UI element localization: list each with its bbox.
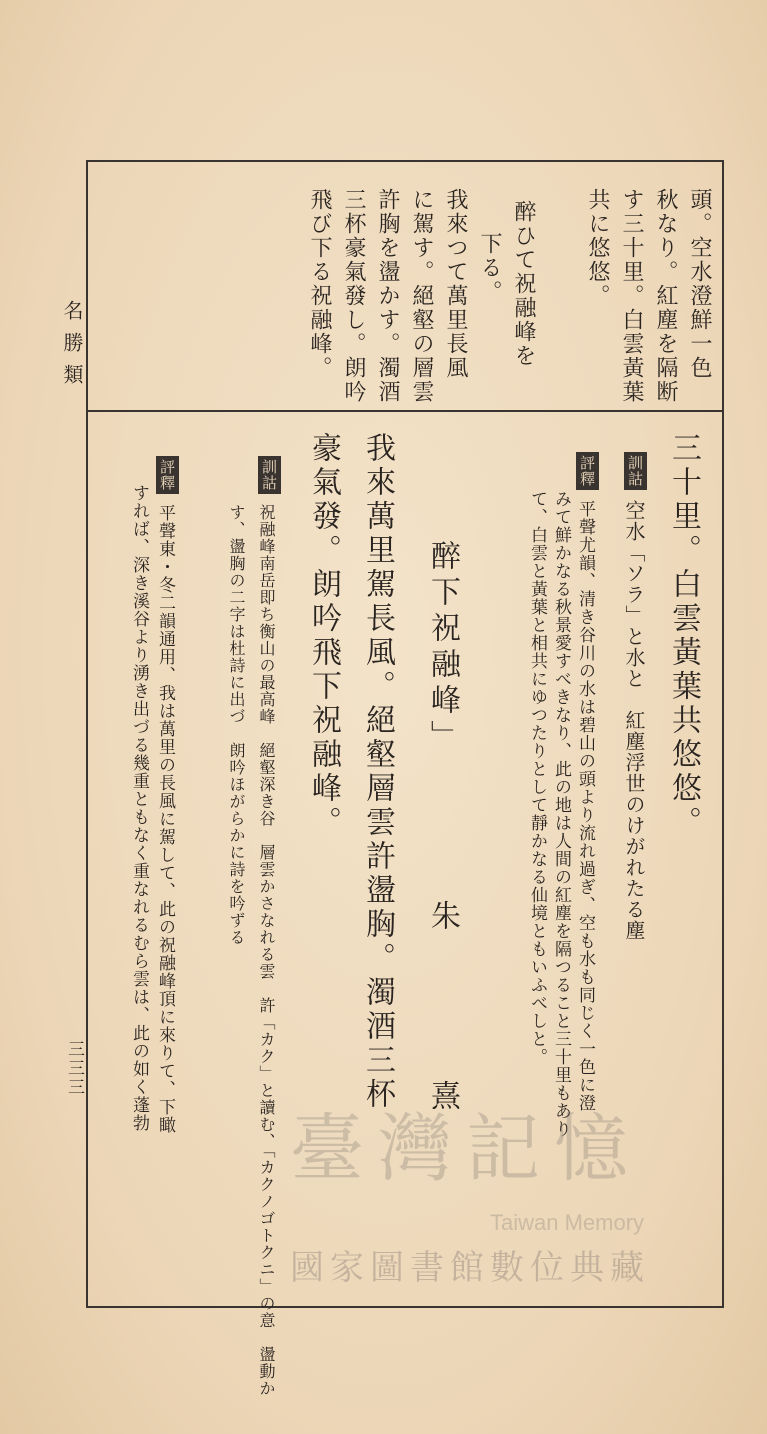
hyoshaku-line: みて鮮かなる秋景愛すべきなり、此の地は人間の紅塵を隔つること三十里もあり (551, 490, 571, 1138)
upper-column: 頭。空水澄鮮一色 (687, 188, 712, 380)
watermark-library: 國家圖書館數位典藏 (290, 1248, 650, 1288)
kunko-block (624, 452, 647, 496)
upper-column: 飛び下る祝融峰。 (307, 188, 332, 380)
kunko-tag: 訓詁 (624, 452, 647, 490)
page-number: 三三三 (64, 1040, 84, 1097)
kunko-line: 祝融峰南岳即ち衡山の最高峰 絕壑深き谷 層雲かさなれる雲 許「カク」と讀む、「カクノゴトクニ」の意 盪動か (257, 504, 276, 1397)
upper-column: 秋なり。紅塵を隔断 (653, 188, 678, 404)
kunko-block (258, 456, 281, 500)
kunko-text: 空水「ソラ」と水と 紅塵浮世のけがれたる塵 (622, 500, 646, 941)
watermark-english: Taiwan Memory (490, 1210, 645, 1235)
kunko-line: す、盪胸の二字は杜詩に出づ 朗吟ほがらかに詩を吟ずる (227, 504, 246, 946)
upper-column: 三杯豪氣發し。朗吟 (341, 188, 366, 404)
kunko-tag: 訓詁 (258, 456, 281, 494)
poem-author: 朱 熹 (425, 900, 460, 1170)
upper-column: す三十里。白雲黃葉 (619, 188, 644, 404)
upper-column: 許胸を盪かす。濁酒 (375, 188, 400, 404)
hyoshaku-tag: 評釋 (576, 452, 599, 490)
upper-column: 醉ひて祝融峰を (511, 200, 536, 368)
hyoshaku-line: 平聲尤韻、清き谷川の水は碧山の頭より流れ過ぎ、空も水も同じく一色に澄 (575, 500, 595, 1112)
hyoshaku-block (576, 452, 599, 496)
upper-column: 我來つて萬里長風 (443, 188, 468, 380)
poem-line: 豪氣發。朗吟飛下祝融峰。 (306, 432, 341, 840)
hyoshaku-block (156, 456, 179, 500)
poem-line: 三十里。白雲黃葉共悠悠。 (666, 432, 701, 840)
running-head: 名勝類 (60, 300, 84, 396)
upper-column: に駕す。絕壑の層雲 (409, 188, 434, 404)
hyoshaku-line: 平聲東・冬二韻通用、我は萬里の長風に駕して、此の祝融峰頂に來りて、下瞰 (155, 504, 175, 1134)
watermark-chinese: 臺灣記憶 (290, 1106, 642, 1192)
poem-line: 我來萬里駕長風。絕壑層雲許盪胸。濁酒三杯 (360, 432, 395, 1112)
frame-divider (86, 410, 724, 412)
poem-title: 醉下祝融峰」 (425, 540, 460, 756)
upper-column: 共に悠悠。 (585, 188, 610, 308)
upper-column: 下る。 (477, 232, 502, 304)
hyoshaku-line: すれば、深き溪谷より湧き出づる幾重ともなく重なれるむら雲は、此の如く蓬勃 (129, 484, 149, 1132)
hyoshaku-line: て、白雲と黃葉と相共にゆつたりとして靜かなる仙境ともいふべしと。 (527, 490, 547, 1066)
hyoshaku-tag: 評釋 (156, 456, 179, 494)
